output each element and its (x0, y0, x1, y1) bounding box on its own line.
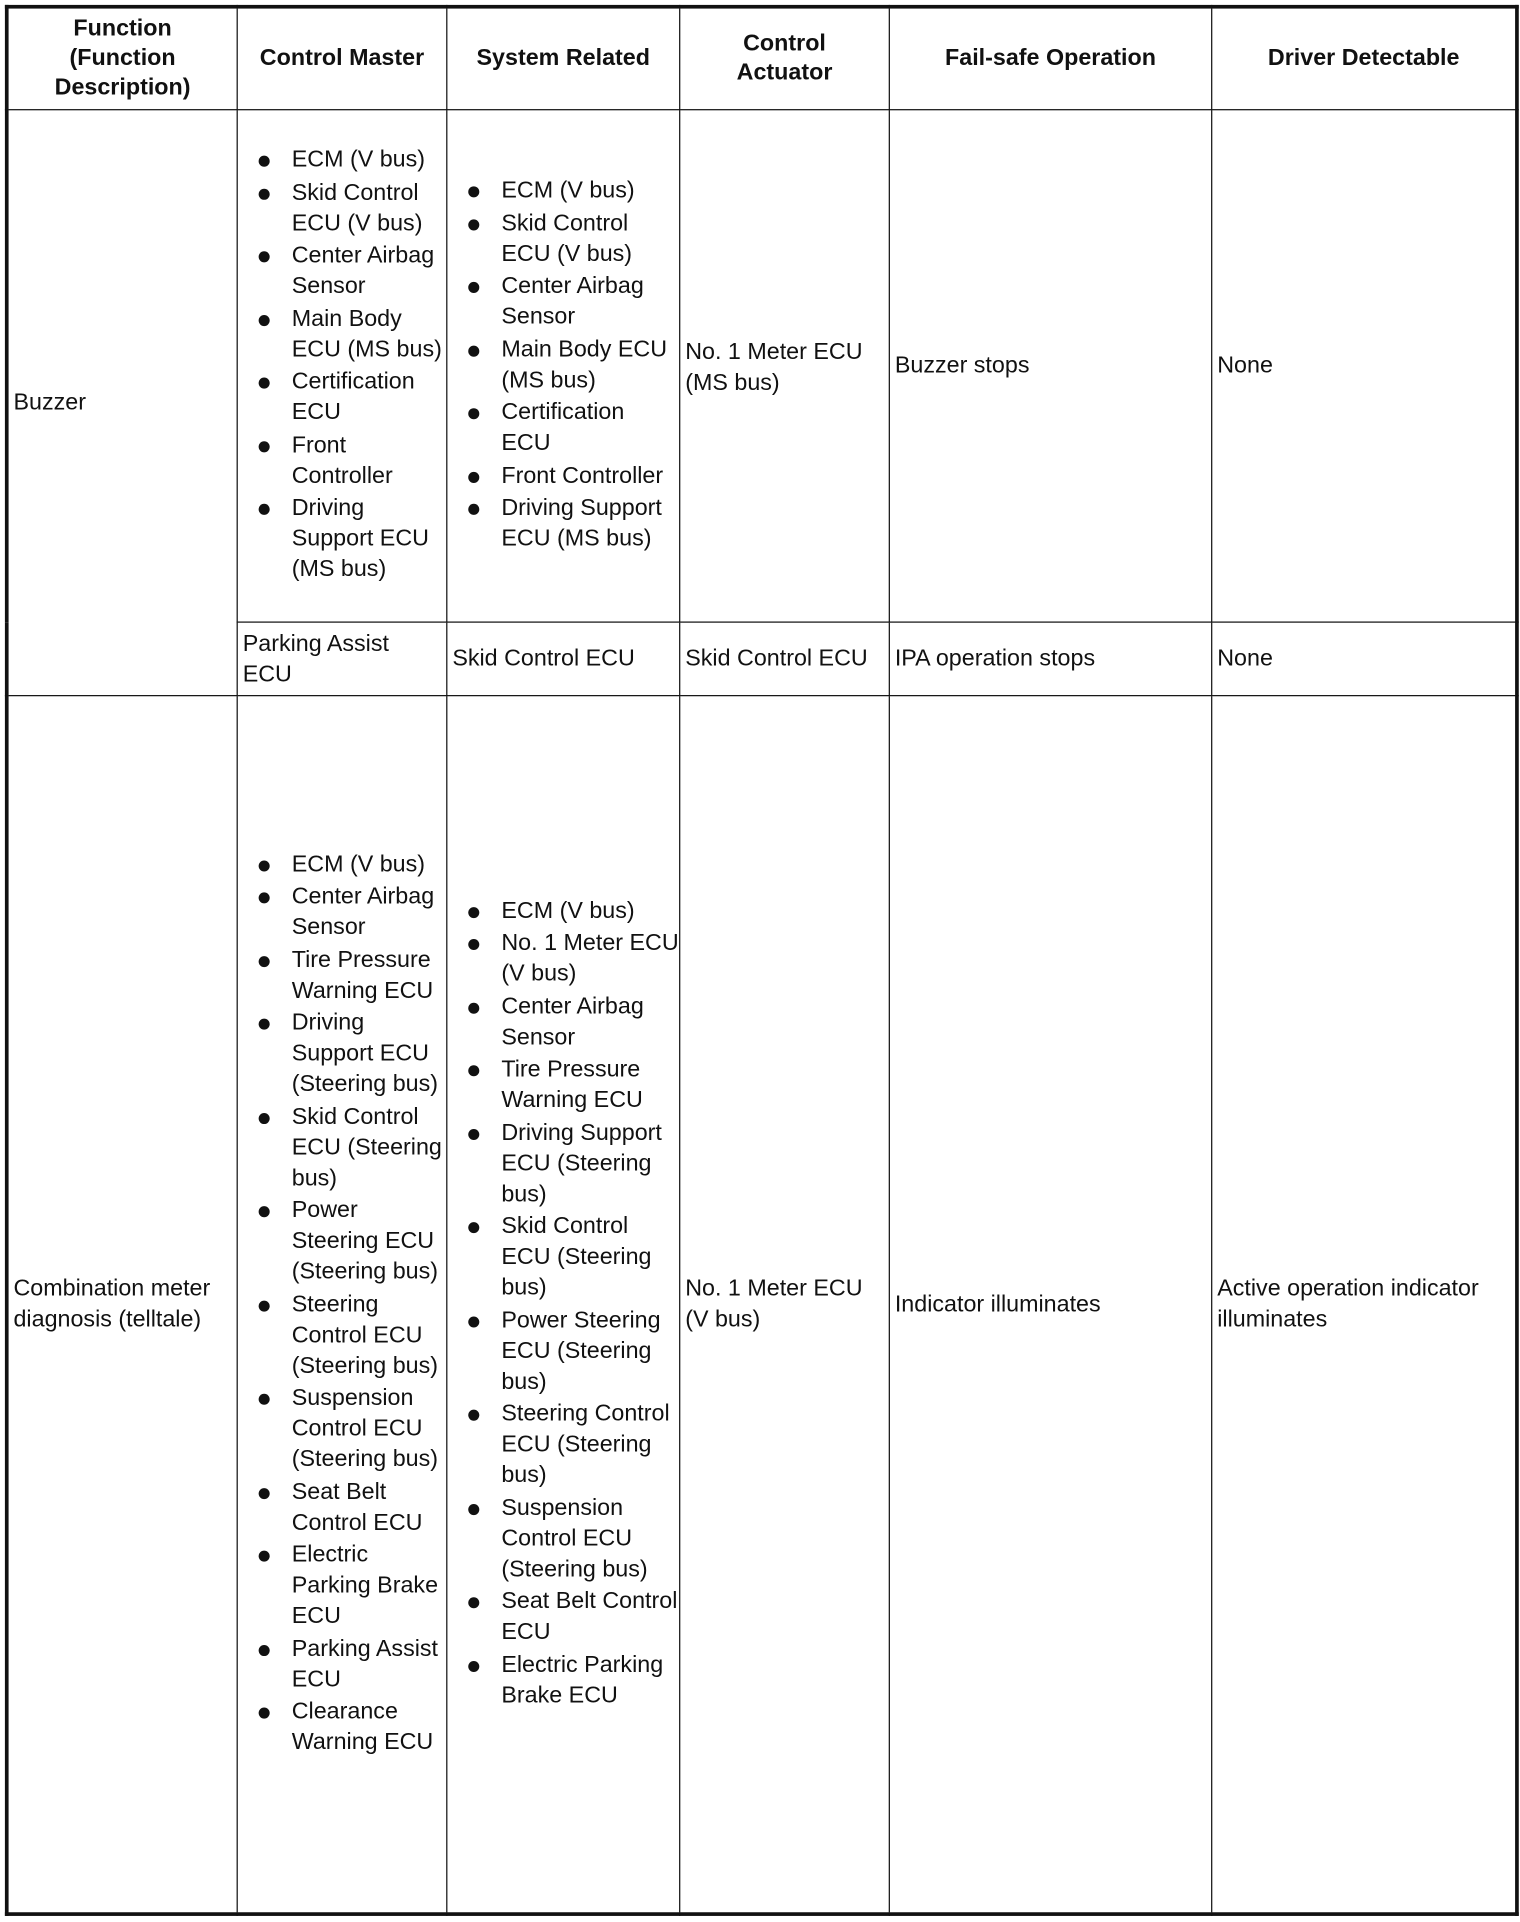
list-item: Steering Control ECU (Steering bus) (292, 1289, 444, 1381)
fail-safe-cell: IPA operation stops (889, 622, 1211, 696)
control-master-list (238, 849, 446, 1758)
list-item: Main Body ECU (MS bus) (501, 334, 679, 395)
list-item: Certification ECU (501, 397, 679, 458)
header-system-related: System Related (447, 7, 680, 110)
control-master-cell (237, 696, 447, 1914)
list-item: ECM (V bus) (292, 145, 444, 176)
fail-safe-cell: Indicator illuminates (889, 696, 1211, 1914)
list-item: Driving Support ECU (Steering bus) (292, 1008, 444, 1100)
control-master-list (238, 145, 446, 585)
list-item: Seat Belt Control ECU (292, 1476, 444, 1537)
driver-detectable-cell: None (1212, 110, 1517, 622)
list-item: Skid Control ECU (V bus) (292, 177, 444, 238)
system-related-cell (447, 110, 680, 622)
list-item: Steering Control ECU (Steering bus) (501, 1399, 679, 1491)
list-item: Center Airbag Sensor (501, 271, 679, 332)
fail-safe-cell: Buzzer stops (889, 110, 1211, 622)
list-item: Tire Pressure Warning ECU (292, 944, 444, 1005)
list-item: ECM (V bus) (501, 176, 679, 207)
system-related-list (447, 896, 679, 1711)
list-item: Parking Assist ECU (292, 1633, 444, 1694)
list-item: Front Controller (501, 461, 679, 492)
list-item: Driving Support ECU (MS bus) (501, 493, 679, 554)
control-actuator-cell: No. 1 Meter ECU (MS bus) (680, 110, 890, 622)
system-related-cell (447, 696, 680, 1914)
control-master-cell: Parking Assist ECU (237, 622, 447, 696)
control-master-cell (237, 110, 447, 622)
list-item: Electric Parking Brake ECU (292, 1540, 444, 1632)
list-item: Skid Control ECU (V bus) (501, 208, 679, 269)
list-item: Certification ECU (292, 367, 444, 428)
list-item: Driving Support ECU (MS bus) (292, 493, 444, 585)
header-row (7, 7, 1517, 110)
function-cell: Combination meter diagnosis (telltale) (7, 696, 237, 1914)
function-table (5, 5, 1519, 1916)
driver-detectable-cell: None (1212, 622, 1517, 696)
header-fail-safe: Fail-safe Operation (889, 7, 1211, 110)
list-item: Main Body ECU (MS bus) (292, 304, 444, 365)
list-item: No. 1 Meter ECU (V bus) (501, 928, 679, 989)
list-item: Center Airbag Sensor (501, 991, 679, 1052)
system-related-cell: Skid Control ECU (447, 622, 680, 696)
control-actuator-cell: Skid Control ECU (680, 622, 890, 696)
function-cell: Buzzer (7, 110, 237, 696)
list-item: Seat Belt Control ECU (501, 1586, 679, 1647)
list-item: Suspension Control ECU (Steering bus) (292, 1383, 444, 1475)
list-item: Power Steering ECU (Steering bus) (292, 1195, 444, 1287)
header-driver-detectable: Driver Detectable (1212, 7, 1517, 110)
driver-detectable-cell: Active operation indicator illuminates (1212, 696, 1517, 1914)
list-item: ECM (V bus) (501, 896, 679, 927)
list-item: Front Controller (292, 430, 444, 491)
list-item: Suspension Control ECU (Steering bus) (501, 1493, 679, 1585)
header-function: Function (Function Description) (7, 7, 237, 110)
list-item: Tire Pressure Warning ECU (501, 1054, 679, 1115)
control-actuator-cell: No. 1 Meter ECU (V bus) (680, 696, 890, 1914)
list-item: Power Steering ECU (Steering bus) (501, 1305, 679, 1397)
list-item: Electric Parking Brake ECU (501, 1650, 679, 1711)
system-related-list (447, 176, 679, 555)
table-row (7, 110, 1517, 622)
list-item: Center Airbag Sensor (292, 241, 444, 302)
list-item: Skid Control ECU (Steering bus) (501, 1211, 679, 1303)
header-control-actuator: Control Actuator (680, 7, 890, 110)
list-item: Center Airbag Sensor (292, 881, 444, 942)
list-item: Skid Control ECU (Steering bus) (292, 1101, 444, 1193)
list-item: ECM (V bus) (292, 849, 444, 880)
header-control-master: Control Master (237, 7, 447, 110)
table-row (7, 696, 1517, 1914)
list-item: Clearance Warning ECU (292, 1697, 444, 1758)
list-item: Driving Support ECU (Steering bus) (501, 1118, 679, 1210)
